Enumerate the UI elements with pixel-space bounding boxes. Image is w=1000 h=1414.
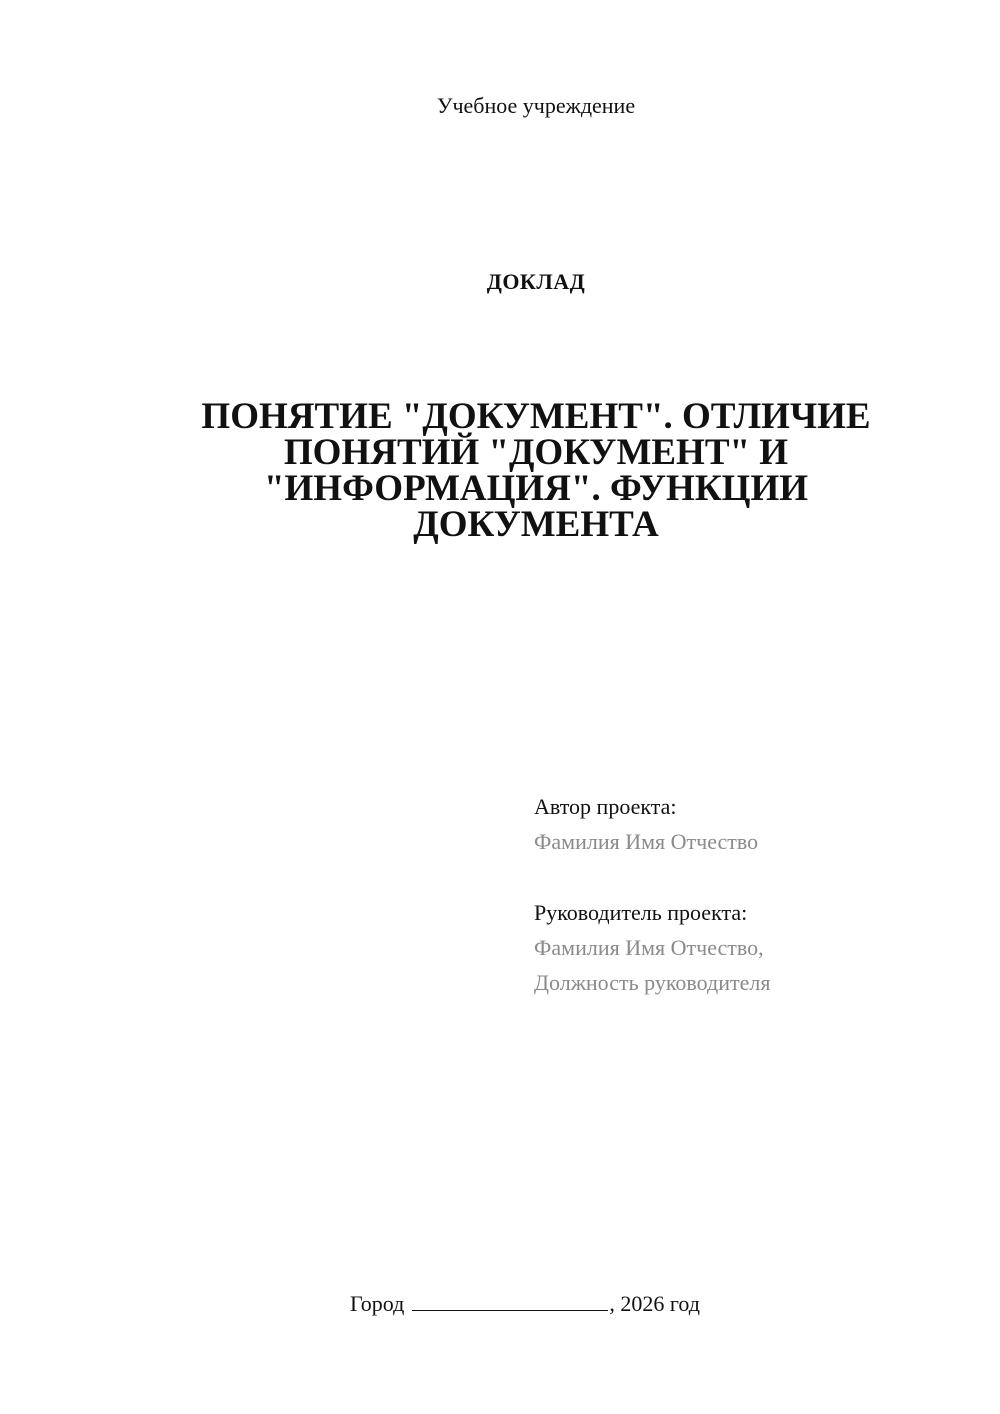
report-topic <box>170 396 902 545</box>
year-text: , 2026 год <box>609 1291 700 1316</box>
credits-spacer <box>534 859 974 895</box>
topic-line-1: ПОНЯТИЕ "ДОКУМЕНТ". ОТЛИЧИЕ <box>201 396 871 437</box>
author-name: Фамилия Имя Отчество <box>534 829 759 854</box>
credits-block <box>534 789 974 1000</box>
topic-line-2: ПОНЯТИЙ "ДОКУМЕНТ" И <box>283 432 789 473</box>
city-blank-line <box>412 1290 608 1311</box>
supervisor-position: Должность руководителя <box>534 970 771 995</box>
institution-name: Учебное учреждение <box>436 93 636 118</box>
topic-line-3: "ИНФОРМАЦИЯ". ФУНКЦИИ <box>263 468 809 509</box>
author-label: Автор проекта: <box>534 794 677 819</box>
document-type: ДОКЛАД <box>486 269 586 294</box>
supervisor-label: Руководитель проекта: <box>534 900 748 925</box>
city-year-line <box>350 1290 700 1318</box>
city-label: Город <box>350 1291 405 1316</box>
supervisor-name: Фамилия Имя Отчество, <box>534 935 764 960</box>
topic-line-4: ДОКУМЕНТА <box>413 504 659 545</box>
